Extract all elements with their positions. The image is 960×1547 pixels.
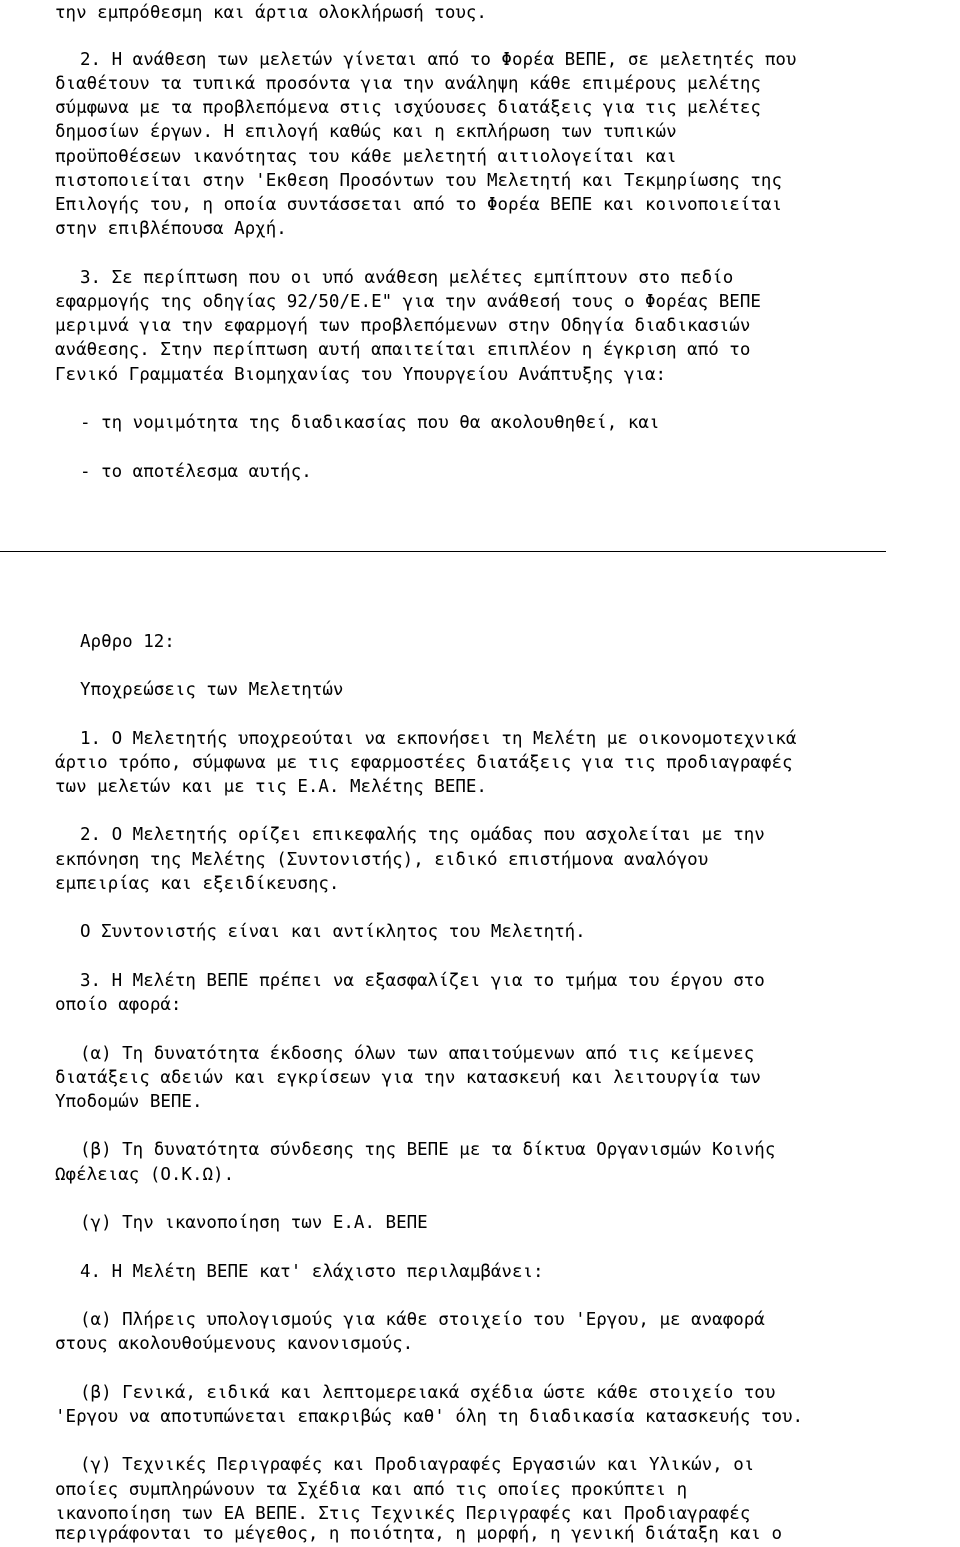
paragraph-3-line: μεριμνά για την εφαρμογή των προβλεπόμενων στην Οδηγία διαδικασιών: [55, 316, 751, 336]
sub-item-line: Υποδομών ΒΕΠΕ.: [55, 1092, 203, 1112]
list-item: - τη νομιμότητα της διαδικασίας που θα ακολουθηθεί, και: [80, 413, 660, 433]
sub-item-line: 'Εργου να αποτυπώνεται επακριβώς καθ' όλη τη διαδικασία κατασκευής του.: [55, 1407, 804, 1427]
list-item: - το αποτέλεσμα αυτής.: [80, 462, 312, 482]
sub-item-line: (γ) Τεχνικές Περιγραφές και Προδιαγραφές Εργασιών και Υλικών, οι: [80, 1455, 755, 1475]
paragraph-3-line: ανάθεσης. Στην περίπτωση αυτή απαιτείται επιπλέον η έγκριση από το: [55, 340, 751, 360]
article-12-para-2-line: 2. Ο Μελετητής ορίζει επικεφαλής της ομάδας που ασχολείται με την: [80, 825, 765, 845]
article-title: Υποχρεώσεις των Μελετητών: [80, 680, 344, 700]
paragraph-2-line: Επιλογής του, η οποία συντάσσεται από το Φορέα ΒΕΠΕ και κοινοποιείται: [55, 195, 782, 215]
paragraph-2-line: στην επιβλέπουσα Αρχή.: [55, 219, 287, 239]
sub-item-line: (α) Πλήρεις υπολογισμούς για κάθε στοιχείο του 'Εργου, με αναφορά: [80, 1310, 765, 1330]
article-heading: Αρθρο 12:: [80, 632, 175, 652]
article-12-para-1-line: των μελετών και με τις Ε.Α. Μελέτης ΒΕΠΕ.: [55, 777, 487, 797]
paragraph-2-line: δημοσίων έργων. Η επιλογή καθώς και η εκπλήρωση των τυπικών: [55, 122, 677, 142]
paragraph-3-line: 3. Σε περίπτωση που οι υπό ανάθεση μελέτες εμπίπτουν στο πεδίο: [80, 268, 734, 288]
paragraph-3-line: Γενικό Γραμματέα Βιομηχανίας του Υπουργείου Ανάπτυξης για:: [55, 365, 667, 385]
paragraph-2-line: προϋποθέσεων ικανότητας του κάθε μελετητή αιτιολογείται και: [55, 147, 677, 167]
paragraph-2-line: 2. Η ανάθεση των μελετών γίνεται από το Φορέα ΒΕΠΕ, σε μελετητές που: [80, 50, 797, 70]
article-12-para-3-line: οποίο αφορά:: [55, 995, 182, 1015]
sub-item-line: στους ακολουθούμενους κανονισμούς.: [55, 1334, 414, 1354]
paragraph-2-line: πιστοποιείται στην 'Εκθεση Προσόντων του Μελετητή και Τεκμηρίωσης της: [55, 171, 782, 191]
article-12-para-3-line: 3. Η Μελέτη ΒΕΠΕ πρέπει να εξασφαλίζει για το τμήμα του έργου στο: [80, 971, 765, 991]
sub-item-line: (α) Τη δυνατότητα έκδοσης όλων των απαιτούμενων από τις κείμενες: [80, 1044, 755, 1064]
sub-item-line: (γ) Την ικανοποίηση των Ε.Α. ΒΕΠΕ: [80, 1213, 428, 1233]
sub-item-line: (β) Γενικά, ειδικά και λεπτομερειακά σχέδια ώστε κάθε στοιχείο του: [80, 1383, 776, 1403]
sub-item-line: ικανοποίηση των ΕΑ ΒΕΠΕ. Στις Τεχνικές Περιγραφές και Προδιαγραφές: [55, 1504, 751, 1524]
paragraph-3-line: εφαρμογής της οδηγίας 92/50/Ε.Ε" για την ανάθεσή τους ο Φορέας ΒΕΠΕ: [55, 292, 761, 312]
paragraph-2-line: διαθέτουν τα τυπικά προσόντα για την ανάληψη κάθε επιμέρους μελέτης: [55, 74, 761, 94]
paragraph-2-line: σύμφωνα με τα προβλεπόμενα στις ισχύουσες διατάξεις για τις μελέτες: [55, 98, 761, 118]
horizontal-rule: [0, 551, 886, 552]
sub-item-line: περιγράφονται το μέγεθος, η ποιότητα, η μορφή, η γενική διάταξη και ο: [55, 1524, 782, 1544]
sub-item-line: οποίες συμπληρώνουν τα Σχέδια και από τις οποίες προκύπτει η: [55, 1480, 688, 1500]
sub-item-line: Ωφέλειας (Ο.Κ.Ω).: [55, 1165, 235, 1185]
sub-item-line: διατάξεις αδειών και εγκρίσεων για την κατασκευή και λειτουργία των: [55, 1068, 761, 1088]
sub-item-line: (β) Τη δυνατότητα σύνδεσης της ΒΕΠΕ με τα δίκτυα Οργανισμών Κοινής: [80, 1140, 776, 1160]
article-12-para-1-line: άρτιο τρόπο, σύμφωνα με τις εφαρμοστέες διατάξεις για τις προδιαγραφές: [55, 753, 793, 773]
article-12-para-4-line: 4. Η Μελέτη ΒΕΠΕ κατ' ελάχιστο περιλαμβάνει:: [80, 1262, 544, 1282]
article-12-para-2-line: εμπειρίας και εξειδίκευσης.: [55, 874, 340, 894]
text-line: την εμπρόθεσμη και άρτια ολοκλήρωσή τους.: [55, 3, 487, 23]
article-12-para-2-line: εκπόνηση της Μελέτης (Συντονιστής), ειδικό επιστήμονα αναλόγου: [55, 850, 709, 870]
article-12-para-1-line: 1. Ο Μελετητής υποχρεούται να εκπονήσει τη Μελέτη με οικονομοτεχνικά: [80, 729, 797, 749]
text-line: Ο Συντονιστής είναι και αντίκλητος του Μελετητή.: [80, 922, 586, 942]
